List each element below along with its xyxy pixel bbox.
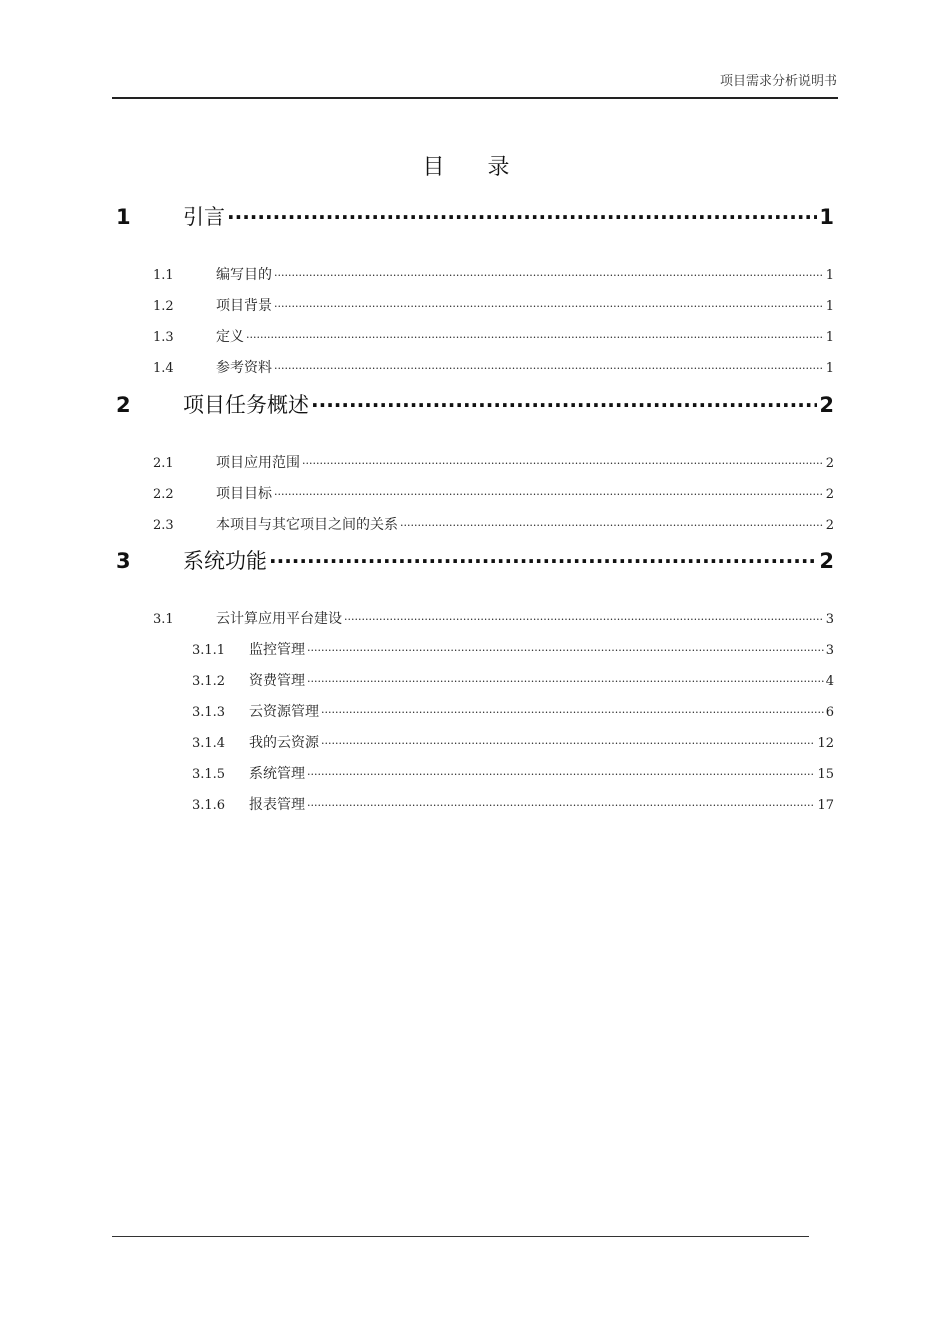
toc-entry-number: 3.1.5 bbox=[192, 767, 226, 782]
toc-leader-dots bbox=[274, 293, 824, 310]
toc-entry-title: 云资源管理 bbox=[249, 704, 319, 720]
toc-entry-title: 资费管理 bbox=[249, 673, 305, 689]
toc-entry-page: 2 bbox=[819, 393, 834, 417]
toc-leader-dots bbox=[269, 542, 817, 568]
toc-entry-title: 监控管理 bbox=[249, 642, 305, 658]
toc-entry-page: 1 bbox=[819, 205, 834, 229]
toc-leader-dots bbox=[344, 606, 824, 623]
toc-entry-page: 6 bbox=[825, 705, 834, 720]
footer-rule bbox=[112, 1236, 809, 1237]
toc-entry-page: 1 bbox=[825, 330, 834, 345]
header-title: 项目需求分析说明书 bbox=[719, 74, 837, 89]
toc-entry-1-4[interactable] bbox=[153, 355, 834, 375]
toc-entry-number: 1.4 bbox=[153, 361, 174, 376]
toc-entry-page: 2 bbox=[825, 456, 834, 471]
toc-entry-title: 我的云资源 bbox=[249, 735, 319, 751]
toc-entry-3-1-6[interactable] bbox=[192, 792, 834, 812]
toc-leader-dots bbox=[307, 637, 824, 654]
toc-entry-3-1-3[interactable] bbox=[192, 699, 834, 719]
toc-entry-number: 2 bbox=[116, 393, 131, 417]
toc-entry-number: 1 bbox=[116, 205, 131, 229]
toc-leader-dots bbox=[307, 792, 815, 809]
toc-entry-3-1-1[interactable] bbox=[192, 637, 834, 657]
toc-entry-number: 1.3 bbox=[153, 330, 174, 345]
toc-entry-page: 1 bbox=[825, 268, 834, 283]
toc-entry-page: 3 bbox=[825, 643, 834, 658]
toc-entry-page: 2 bbox=[819, 549, 834, 573]
toc-entry-3-1-2[interactable] bbox=[192, 668, 834, 688]
toc-entry-title: 编写目的 bbox=[216, 267, 272, 283]
toc-entry-number: 2.2 bbox=[153, 487, 174, 502]
toc-entry-page: 2 bbox=[825, 487, 834, 502]
toc-entry-number: 3.1.4 bbox=[192, 736, 226, 751]
toc-entry-3-1-5[interactable] bbox=[192, 761, 834, 781]
toc-entry-number: 2.3 bbox=[153, 518, 174, 533]
header-rule bbox=[112, 97, 838, 99]
toc-entry-2-2[interactable] bbox=[153, 481, 834, 501]
toc-entry-page: 12 bbox=[817, 736, 834, 751]
toc-leader-dots bbox=[274, 262, 824, 279]
toc-leader-dots bbox=[307, 668, 824, 685]
toc-entry-title: 项目背景 bbox=[216, 298, 272, 314]
toc-entry-page: 15 bbox=[817, 767, 834, 782]
toc-entry-number: 2.1 bbox=[153, 456, 174, 471]
toc-entry-title: 项目任务概述 bbox=[183, 393, 309, 417]
toc-entry-title: 项目应用范围 bbox=[216, 455, 300, 471]
toc-leader-dots bbox=[311, 386, 817, 412]
toc-entry-number: 3.1 bbox=[153, 612, 174, 627]
toc-leader-dots bbox=[400, 512, 824, 529]
toc-entry-3[interactable] bbox=[116, 542, 834, 572]
toc-entry-title: 系统功能 bbox=[183, 549, 267, 573]
toc-entry-page: 3 bbox=[825, 612, 834, 627]
toc-entry-number: 3.1.3 bbox=[192, 705, 226, 720]
toc-entry-1-1[interactable] bbox=[153, 262, 834, 282]
toc-entry-page: 17 bbox=[817, 798, 834, 813]
toc-entry-2-1[interactable] bbox=[153, 450, 834, 470]
toc-entry-page: 4 bbox=[825, 674, 834, 689]
toc-entry-number: 3.1.2 bbox=[192, 674, 226, 689]
toc-leader-dots bbox=[246, 324, 824, 341]
toc-entry-page: 1 bbox=[825, 361, 834, 376]
toc-entry-2[interactable] bbox=[116, 386, 834, 416]
toc-entry-3-1-4[interactable] bbox=[192, 730, 834, 750]
toc-entry-1[interactable] bbox=[116, 198, 834, 228]
toc-entry-number: 3 bbox=[116, 549, 131, 573]
toc-entry-1-3[interactable] bbox=[153, 324, 834, 344]
toc-entry-title: 本项目与其它项目之间的关系 bbox=[216, 517, 398, 533]
toc-entry-1-2[interactable] bbox=[153, 293, 834, 313]
toc-entry-title: 参考资料 bbox=[216, 360, 272, 376]
toc-entry-number: 1.2 bbox=[153, 299, 174, 314]
toc-leader-dots bbox=[321, 699, 824, 716]
toc-entry-title: 报表管理 bbox=[249, 797, 305, 813]
toc-leader-dots bbox=[274, 355, 824, 372]
toc-leader-dots bbox=[302, 450, 824, 467]
toc-entry-number: 1.1 bbox=[153, 268, 174, 283]
toc-entry-title: 云计算应用平台建设 bbox=[216, 611, 342, 627]
toc-entry-2-3[interactable] bbox=[153, 512, 834, 532]
toc-heading: 目 录 bbox=[422, 155, 528, 180]
toc-entry-number: 3.1.6 bbox=[192, 798, 226, 813]
toc-entry-page: 2 bbox=[825, 518, 834, 533]
toc-leader-dots bbox=[307, 761, 815, 778]
toc-entry-title: 引言 bbox=[183, 205, 225, 229]
toc-entry-page: 1 bbox=[825, 299, 834, 314]
toc-entry-number: 3.1.1 bbox=[192, 643, 226, 658]
toc-entry-title: 系统管理 bbox=[249, 766, 305, 782]
toc-entry-3-1[interactable] bbox=[153, 606, 834, 626]
toc-entry-title: 定义 bbox=[216, 329, 244, 345]
toc-entry-title: 项目目标 bbox=[216, 486, 272, 502]
toc-leader-dots bbox=[321, 730, 815, 747]
toc-leader-dots bbox=[227, 198, 817, 224]
toc-leader-dots bbox=[274, 481, 824, 498]
